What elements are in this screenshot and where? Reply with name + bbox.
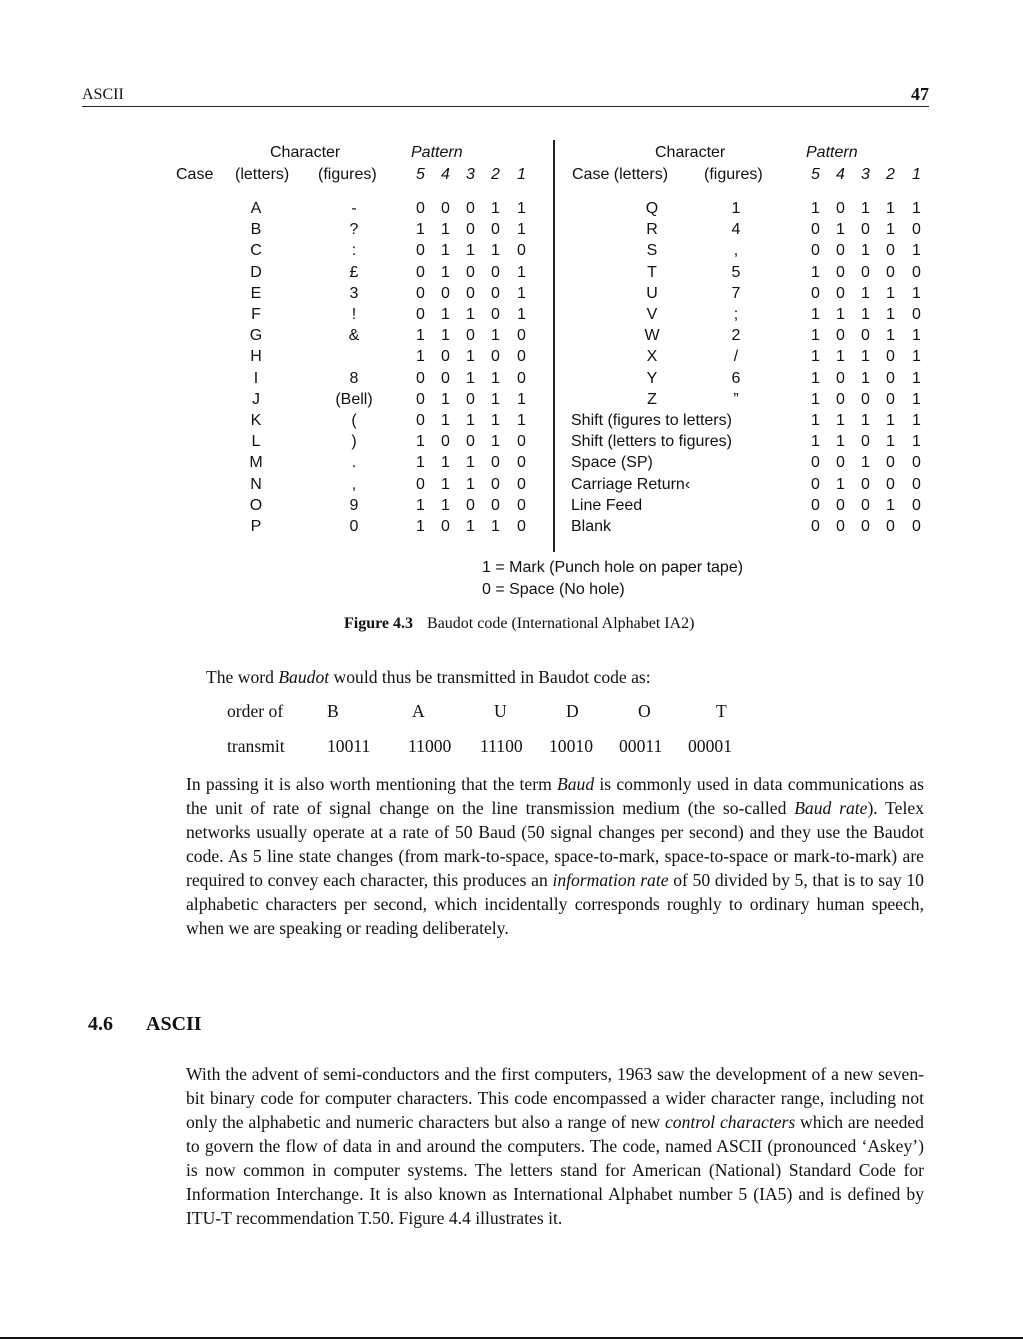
bit-cell: 1 xyxy=(441,242,450,260)
bit-cell: 1 xyxy=(836,433,845,451)
bit-cell: 1 xyxy=(416,433,425,451)
order-letter: T xyxy=(716,701,727,721)
figure-cell: 4 xyxy=(731,221,741,239)
bit-cell: 1 xyxy=(441,306,450,323)
bit-cell: 1 xyxy=(441,221,450,239)
bit-cell: 1 xyxy=(416,348,425,366)
emphasis: information rate xyxy=(552,870,669,890)
figure-cell: 6 xyxy=(731,369,741,387)
bit-cell: 1 xyxy=(811,390,820,408)
bit-cell: 1 xyxy=(912,348,921,366)
bit-cell: 1 xyxy=(517,284,526,302)
emphasis: control characters xyxy=(664,1112,796,1132)
bit-cell: 0 xyxy=(836,242,845,260)
text: ). Telex networks usually operate at a rate of 50 Baud (50 signal changes per second) and they use the Baudot code. As 5 line state changes (from mark-to-space, space-to-mark, space-to-space or mark-to-mark) are required to convey each character, this produces an xyxy=(186,798,924,890)
header-pattern: Pattern xyxy=(411,144,463,161)
bit-cell: 1 xyxy=(416,518,425,535)
bit-cell: 0 xyxy=(836,263,845,281)
bit-header: 1 xyxy=(517,166,526,183)
text: would thus be transmitted in Baudot code as: xyxy=(329,667,651,687)
bit-cell: 0 xyxy=(836,454,845,472)
bit-cell: 0 xyxy=(861,496,870,514)
emphasis: Baud xyxy=(557,774,595,794)
bit-cell: 1 xyxy=(517,306,526,323)
letter-cell: R xyxy=(646,221,658,239)
text: is commonly used in data communications as the unit of rate of signal change on the line transmission medium (the so-called xyxy=(186,774,924,818)
bit-cell: 0 xyxy=(441,348,450,366)
table-divider xyxy=(553,140,555,552)
bit-cell: 1 xyxy=(517,412,526,429)
bit-cell: 1 xyxy=(491,390,500,408)
bit-cell: 1 xyxy=(466,306,475,323)
letter-cell: A xyxy=(250,200,262,217)
bit-cell: 0 xyxy=(886,475,895,493)
letter-cell: U xyxy=(646,284,658,302)
bit-cell: 1 xyxy=(491,433,500,451)
bit-cell: 1 xyxy=(491,369,500,387)
bit-header: 3 xyxy=(466,166,475,183)
transmit-label: transmit xyxy=(227,736,285,756)
bit-cell: 0 xyxy=(466,496,475,514)
bit-cell: 0 xyxy=(517,518,526,535)
header-case: Case xyxy=(176,166,214,183)
figure-cell: , xyxy=(351,475,357,493)
bit-cell: 1 xyxy=(416,454,425,472)
order-letter: U xyxy=(494,701,507,721)
letter-cell: K xyxy=(250,412,262,429)
legend-space: 0 = Space (No hole) xyxy=(482,581,625,598)
header-figures: (figures) xyxy=(704,166,763,183)
bit-cell: 1 xyxy=(491,200,500,217)
bit-cell: 0 xyxy=(886,242,895,260)
bit-cell: 1 xyxy=(441,454,450,472)
letter-cell: C xyxy=(250,242,262,260)
bit-cell: 0 xyxy=(861,433,870,451)
letter-cell: P xyxy=(250,518,262,535)
bit-cell: 1 xyxy=(811,412,820,429)
text: of 50 divided by 5, that is to say 10 alphabetic characters per second, which incidentally corresponds roughly to ordinary human speech, when we are speaking or reading deliberately. xyxy=(186,870,924,938)
legend-mark: 1 = Mark (Punch hole on paper tape) xyxy=(482,559,744,576)
figure-cell: / xyxy=(733,348,739,366)
letter-cell: J xyxy=(252,390,260,408)
bit-cell: 0 xyxy=(441,433,450,451)
bit-cell: 1 xyxy=(886,412,895,429)
bit-cell: 0 xyxy=(416,412,425,429)
bit-cell: 0 xyxy=(491,348,500,366)
running-header xyxy=(82,84,929,107)
letter-cell: Z xyxy=(647,390,657,408)
bit-cell: 1 xyxy=(861,454,870,472)
bit-header: 2 xyxy=(886,166,895,183)
bit-cell: 0 xyxy=(836,284,845,302)
letter-cell: N xyxy=(250,475,262,493)
bit-cell: 1 xyxy=(466,242,475,260)
transmit-code: 11100 xyxy=(480,736,523,756)
section-heading xyxy=(88,1013,202,1036)
bit-cell: 0 xyxy=(491,475,500,493)
bit-cell: 1 xyxy=(491,327,500,345)
bit-cell: 0 xyxy=(466,221,475,239)
control-label: Blank xyxy=(571,518,612,535)
bit-cell: 0 xyxy=(912,306,921,323)
bit-cell: 0 xyxy=(416,200,425,217)
order-label: order of xyxy=(227,701,284,721)
bit-cell: 0 xyxy=(836,390,845,408)
bit-cell: 0 xyxy=(912,518,921,535)
bit-cell: 1 xyxy=(912,433,921,451)
transmit-code: 11000 xyxy=(408,736,452,756)
figure-cell: - xyxy=(351,200,357,217)
figure-cell: ! xyxy=(351,306,357,323)
bit-cell: 1 xyxy=(466,518,475,535)
letter-cell: D xyxy=(250,263,262,281)
bit-cell: 0 xyxy=(886,390,895,408)
bit-cell: 0 xyxy=(466,433,475,451)
figure-cell: 0 xyxy=(349,518,359,535)
figure-cell: 3 xyxy=(349,284,359,302)
bit-cell: 0 xyxy=(836,496,845,514)
figure-cell: (Bell) xyxy=(335,390,373,408)
bit-cell: 1 xyxy=(466,454,475,472)
bit-cell: 1 xyxy=(416,496,425,514)
emphasis: Baud rate xyxy=(794,798,868,818)
header-character: Character xyxy=(270,144,341,161)
bit-cell: 0 xyxy=(517,454,526,472)
bit-header: 4 xyxy=(836,166,845,183)
bit-cell: 1 xyxy=(836,348,845,366)
bit-cell: 1 xyxy=(811,200,820,217)
bit-cell: 1 xyxy=(886,221,895,239)
bit-cell: 1 xyxy=(811,306,820,323)
bit-cell: 1 xyxy=(912,412,921,429)
bit-cell: 0 xyxy=(811,518,820,535)
paragraph-ascii xyxy=(186,1062,924,1230)
header-figures: (figures) xyxy=(318,166,377,183)
control-label: Line Feed xyxy=(571,496,643,514)
bit-cell: 1 xyxy=(912,284,921,302)
figure-cell: 8 xyxy=(349,369,359,387)
letter-cell: I xyxy=(253,369,259,387)
bit-cell: 0 xyxy=(466,390,475,408)
bit-cell: 1 xyxy=(886,496,895,514)
control-label: Carriage Return‹ xyxy=(571,475,691,493)
letter-cell: Y xyxy=(646,369,658,387)
figure-cell: , xyxy=(733,242,739,260)
bit-cell: 0 xyxy=(912,496,921,514)
bit-cell: 1 xyxy=(886,200,895,217)
bit-cell: 1 xyxy=(491,518,500,535)
bit-cell: 1 xyxy=(811,369,820,387)
bit-cell: 1 xyxy=(517,263,526,281)
bit-cell: 0 xyxy=(861,518,870,535)
emphasis: Baudot xyxy=(278,667,330,687)
bit-cell: 1 xyxy=(861,200,870,217)
bit-cell: 1 xyxy=(811,263,820,281)
bit-cell: 1 xyxy=(912,327,921,345)
bit-cell: 1 xyxy=(912,200,921,217)
bit-cell: 1 xyxy=(466,475,475,493)
figure-cell: 5 xyxy=(731,263,741,281)
bit-cell: 0 xyxy=(836,327,845,345)
bit-cell: 1 xyxy=(886,284,895,302)
bit-cell: 0 xyxy=(861,263,870,281)
bit-cell: 0 xyxy=(811,284,820,302)
bit-cell: 1 xyxy=(861,412,870,429)
bit-cell: 1 xyxy=(441,327,450,345)
header-case-letters: Case (letters) xyxy=(572,166,669,183)
transmit-code: 10010 xyxy=(549,736,593,756)
figure-cell: & xyxy=(348,327,360,345)
bit-cell: 1 xyxy=(441,263,450,281)
letter-cell: V xyxy=(646,306,658,323)
bit-cell: 0 xyxy=(886,348,895,366)
figure-cell: 7 xyxy=(731,284,741,302)
bit-cell: 1 xyxy=(811,348,820,366)
bit-cell: 0 xyxy=(491,454,500,472)
letter-cell: W xyxy=(644,327,660,345)
bit-cell: 0 xyxy=(441,518,450,535)
bit-cell: 0 xyxy=(416,263,425,281)
bit-cell: 0 xyxy=(441,369,450,387)
bit-cell: 1 xyxy=(886,306,895,323)
bit-cell: 0 xyxy=(416,369,425,387)
bit-cell: 0 xyxy=(491,263,500,281)
page-bottom-edge xyxy=(0,1337,1023,1339)
bit-cell: 1 xyxy=(861,284,870,302)
header-pattern: Pattern xyxy=(806,144,858,161)
bit-cell: 1 xyxy=(466,348,475,366)
running-title: ASCII xyxy=(82,86,124,103)
figure-cell: ( xyxy=(351,412,357,429)
bit-cell: 1 xyxy=(811,433,820,451)
figure-cell: ) xyxy=(351,433,357,451)
bit-cell: 1 xyxy=(416,221,425,239)
control-label: Shift (figures to letters) xyxy=(571,412,732,429)
figure-cell: ” xyxy=(733,390,739,408)
bit-cell: 0 xyxy=(491,306,500,323)
bit-cell: 0 xyxy=(466,200,475,217)
bit-cell: 0 xyxy=(836,369,845,387)
bit-cell: 1 xyxy=(836,221,845,239)
bit-cell: 1 xyxy=(517,221,526,239)
control-label: Space (SP) xyxy=(571,454,653,472)
bit-cell: 0 xyxy=(491,496,500,514)
bit-cell: 0 xyxy=(517,475,526,493)
bit-cell: 1 xyxy=(912,390,921,408)
bit-cell: 1 xyxy=(517,390,526,408)
section-number: 4.6 xyxy=(88,1013,113,1035)
text: The word xyxy=(206,667,279,687)
bit-cell: 1 xyxy=(836,475,845,493)
text: With the advent of semi-conductors and the first computers, 1963 saw the development of a new seven-bit binary code for computer characters. This code encompassed a wider character range, including not only the alphabetic and numeric characters but also a range of new xyxy=(186,1064,924,1132)
bit-cell: 0 xyxy=(517,496,526,514)
bit-cell: 0 xyxy=(517,327,526,345)
figure-label: Figure 4.3 xyxy=(344,615,414,632)
transmit-code: 10011 xyxy=(327,736,371,756)
bit-cell: 0 xyxy=(886,518,895,535)
page-number: 47 xyxy=(911,84,929,104)
bit-cell: 0 xyxy=(811,496,820,514)
figure-legend xyxy=(482,557,743,601)
bit-cell: 0 xyxy=(836,518,845,535)
intro-sentence xyxy=(206,665,946,689)
bit-cell: 0 xyxy=(416,306,425,323)
bit-cell: 0 xyxy=(811,242,820,260)
bit-cell: 1 xyxy=(441,475,450,493)
transmit-code: 00011 xyxy=(619,736,663,756)
bit-cell: 1 xyxy=(441,496,450,514)
order-letter: D xyxy=(566,701,579,721)
text: which are needed to govern the flow of data in and around the computers. The code, named ASCII (pronounced ‘Askey’) is now common in computer systems. The letters stand for American (National) Standard Code for Information Interchange. It is also known as International Alphabet number 5 (IA5) and is defined by ITU-T recommendation T.50. Figure 4.4 illustrates it. xyxy=(186,1112,924,1228)
bit-cell: 1 xyxy=(836,412,845,429)
bit-header: 3 xyxy=(861,166,870,183)
bit-cell: 0 xyxy=(491,284,500,302)
bit-cell: 0 xyxy=(861,390,870,408)
letter-cell: Q xyxy=(645,200,659,217)
bit-cell: 0 xyxy=(861,475,870,493)
bit-cell: 0 xyxy=(912,454,921,472)
bit-cell: 0 xyxy=(441,200,450,217)
bit-cell: 0 xyxy=(416,242,425,260)
letter-cell: E xyxy=(250,284,262,302)
transmit-code: 00001 xyxy=(688,736,732,756)
figure-caption-text: Baudot code (International Alphabet IA2) xyxy=(427,615,695,632)
order-letter: B xyxy=(327,701,339,721)
bit-cell: 1 xyxy=(466,369,475,387)
bit-header: 5 xyxy=(416,166,425,183)
bit-header: 5 xyxy=(811,166,820,183)
letter-cell: B xyxy=(250,221,262,239)
bit-cell: 1 xyxy=(441,390,450,408)
paragraph-baud xyxy=(186,772,924,940)
figure-cell: 2 xyxy=(731,327,741,345)
bit-cell: 0 xyxy=(886,454,895,472)
bit-cell: 1 xyxy=(861,242,870,260)
letter-cell: H xyxy=(250,348,262,366)
control-label: Shift (letters to figures) xyxy=(571,433,732,451)
bit-cell: 1 xyxy=(836,306,845,323)
letter-cell: F xyxy=(251,306,261,323)
letter-cell: L xyxy=(251,433,261,451)
bit-cell: 0 xyxy=(886,263,895,281)
letter-cell: S xyxy=(646,242,658,260)
bit-cell: 0 xyxy=(811,454,820,472)
bit-header: 2 xyxy=(491,166,500,183)
bit-cell: 0 xyxy=(836,200,845,217)
header-letters: (letters) xyxy=(235,166,290,183)
bit-header: 4 xyxy=(441,166,450,183)
bit-cell: 1 xyxy=(466,412,475,429)
bit-cell: 0 xyxy=(441,284,450,302)
bit-cell: 0 xyxy=(466,327,475,345)
letter-cell: X xyxy=(646,348,658,366)
bit-cell: 0 xyxy=(912,263,921,281)
bit-cell: 1 xyxy=(517,200,526,217)
bit-cell: 1 xyxy=(491,412,500,429)
figure-cell: £ xyxy=(349,263,359,281)
figure-cell: ? xyxy=(349,221,359,239)
bit-cell: 0 xyxy=(491,221,500,239)
bit-cell: 0 xyxy=(517,242,526,260)
letter-cell: O xyxy=(249,496,263,514)
order-letter: O xyxy=(638,701,651,721)
figure-cell: . xyxy=(351,454,357,472)
bit-cell: 1 xyxy=(491,242,500,260)
bit-cell: 1 xyxy=(416,327,425,345)
bit-cell: 0 xyxy=(912,475,921,493)
bit-cell: 0 xyxy=(811,221,820,239)
figure-cell: 1 xyxy=(731,200,741,217)
bit-cell: 1 xyxy=(441,412,450,429)
bit-cell: 0 xyxy=(912,221,921,239)
bit-cell: 0 xyxy=(466,263,475,281)
bit-cell: 0 xyxy=(466,284,475,302)
bit-cell: 1 xyxy=(861,348,870,366)
bit-cell: 1 xyxy=(912,242,921,260)
bit-cell: 0 xyxy=(517,433,526,451)
bit-cell: 0 xyxy=(517,348,526,366)
section-title: ASCII xyxy=(146,1013,202,1035)
figure-caption xyxy=(344,615,695,633)
bit-cell: 0 xyxy=(811,475,820,493)
bit-cell: 0 xyxy=(886,369,895,387)
bit-cell: 0 xyxy=(861,327,870,345)
bit-cell: 1 xyxy=(912,369,921,387)
bit-cell: 0 xyxy=(416,390,425,408)
bit-cell: 1 xyxy=(861,369,870,387)
bit-cell: 1 xyxy=(811,327,820,345)
bit-cell: 1 xyxy=(886,433,895,451)
bit-cell: 0 xyxy=(517,369,526,387)
bit-header: 1 xyxy=(912,166,921,183)
letter-cell: T xyxy=(647,263,657,281)
bit-cell: 1 xyxy=(861,306,870,323)
order-letter: A xyxy=(412,701,425,721)
header-character: Character xyxy=(655,144,726,161)
bit-cell: 0 xyxy=(416,475,425,493)
bit-cell: 1 xyxy=(886,327,895,345)
figure-cell: ; xyxy=(733,306,739,323)
figure-cell: 9 xyxy=(349,496,359,514)
letter-cell: M xyxy=(249,454,263,472)
bit-cell: 0 xyxy=(416,284,425,302)
text: In passing it is also worth mentioning that the term xyxy=(186,774,557,794)
letter-cell: G xyxy=(249,327,263,345)
bit-cell: 0 xyxy=(861,221,870,239)
figure-cell: : xyxy=(351,242,357,260)
